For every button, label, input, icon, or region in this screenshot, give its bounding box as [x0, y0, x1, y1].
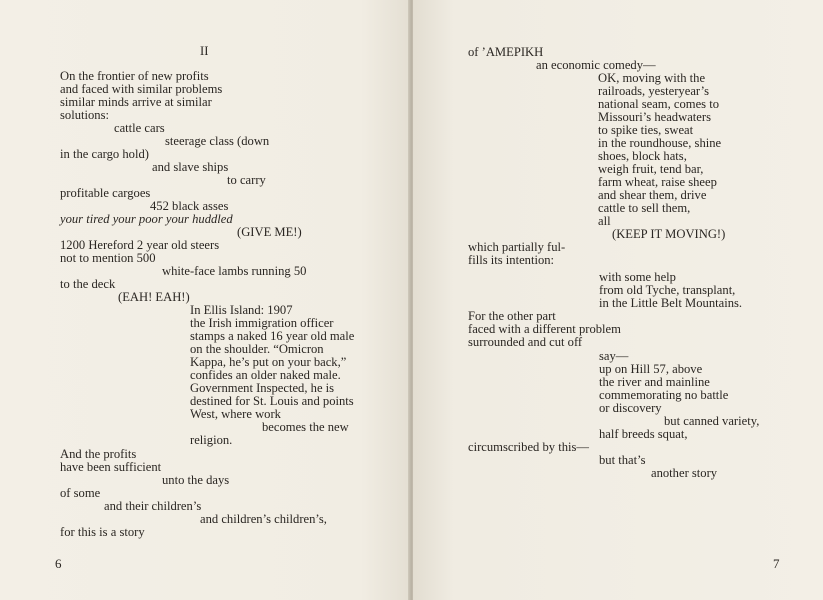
poem-line: to carry [227, 173, 266, 187]
poem-line: And the profits [60, 447, 137, 461]
poem-line: cattle to sell them, [598, 201, 691, 215]
poem-line: solutions: [60, 108, 109, 122]
poem-line: the Irish immigration officer [190, 316, 334, 330]
poem-line: an economic comedy— [536, 58, 656, 72]
poem-line: and children’s children’s, [200, 512, 327, 526]
poem-line: West, where work [190, 407, 281, 421]
poem-line: In Ellis Island: 1907 [190, 303, 293, 317]
poem-line: On the frontier of new profits [60, 69, 209, 83]
poem-line: in the cargo hold) [60, 147, 149, 161]
poem-line: in the roundhouse, shine [598, 136, 722, 150]
poem-line: OK, moving with the [598, 71, 706, 85]
poem-line: on the shoulder. “Omicron [190, 342, 324, 356]
poem-line: religion. [190, 433, 233, 447]
poem-line: (GIVE ME!) [237, 225, 302, 239]
poem-line: not to mention 500 [60, 251, 156, 265]
poem-line: Kappa, he’s put on your back,” [190, 355, 347, 369]
poem-line: and slave ships [152, 160, 229, 174]
poem-line: but that’s [599, 453, 646, 467]
poem-line: all [598, 214, 611, 228]
poem-line: of ’AMEPIKH [468, 45, 544, 59]
poem-line: up on Hill 57, above [599, 362, 703, 376]
poem-line: another story [651, 466, 718, 480]
poem-line: to the deck [60, 277, 116, 291]
poem-line: weigh fruit, tend bar, [598, 162, 704, 176]
poem-line: and their children’s [104, 499, 202, 513]
poem-line: becomes the new [262, 420, 349, 434]
poem-line: For the other part [468, 309, 556, 323]
poem-line: shoes, block hats, [598, 149, 687, 163]
poem-line: stamps a naked 16 year old male [190, 329, 355, 343]
poem-line: or discovery [599, 401, 662, 415]
poem-line: national seam, comes to [598, 97, 720, 111]
poem-line: with some help [599, 270, 676, 284]
poem-line: white-face lambs running 50 [162, 264, 307, 278]
left-page [0, 0, 410, 600]
poem-line: 452 black asses [150, 199, 229, 213]
poem-line: and shear them, drive [598, 188, 707, 202]
poem-line: Missouri’s headwaters [598, 110, 711, 124]
poem-line: unto the days [162, 473, 230, 487]
poem-line: fills its intention: [468, 253, 555, 267]
poem-line: commemorating no battle [599, 388, 729, 402]
poem-line: (EAH! EAH!) [118, 290, 190, 304]
poem-line: surrounded and cut off [468, 335, 583, 349]
poem-line: for this is a story [60, 525, 145, 539]
poem-line: 1200 Hereford 2 year old steers [60, 238, 220, 252]
poem-line: but canned variety, [664, 414, 760, 428]
poem-line: which partially ful- [468, 240, 566, 254]
poem-line: farm wheat, raise sheep [598, 175, 717, 189]
poem-line: the river and mainline [599, 375, 710, 389]
poem-line: cattle cars [114, 121, 165, 135]
right-page [413, 0, 823, 600]
poem-line: from old Tyche, transplant, [599, 283, 736, 297]
section-heading: II [200, 44, 209, 58]
poem-line: of some [60, 486, 101, 500]
poem-line: steerage class (down [165, 134, 270, 148]
poem-line: circumscribed by this— [468, 440, 590, 454]
poem-line: (KEEP IT MOVING!) [612, 227, 726, 241]
poem-line: say— [599, 349, 629, 363]
poem-line: confides an older naked male. [190, 368, 341, 382]
poem-line: faced with a different problem [468, 322, 621, 336]
poem-line: destined for St. Louis and points [190, 394, 354, 408]
poem-line: similar minds arrive at similar [60, 95, 212, 109]
poem-line: in the Little Belt Mountains. [599, 296, 743, 310]
page-number: 6 [55, 556, 62, 571]
poem-line-italic: your tired your poor your huddled [60, 212, 233, 226]
poem-line: half breeds squat, [599, 427, 688, 441]
poem-line: have been sufficient [60, 460, 162, 474]
poem-line: and faced with similar problems [60, 82, 223, 96]
page-number: 7 [773, 556, 780, 571]
poem-line: profitable cargoes [60, 186, 151, 200]
poem-line: railroads, yesteryear’s [598, 84, 709, 98]
poem-line: to spike ties, sweat [598, 123, 694, 137]
poem-line: Government Inspected, he is [190, 381, 335, 395]
